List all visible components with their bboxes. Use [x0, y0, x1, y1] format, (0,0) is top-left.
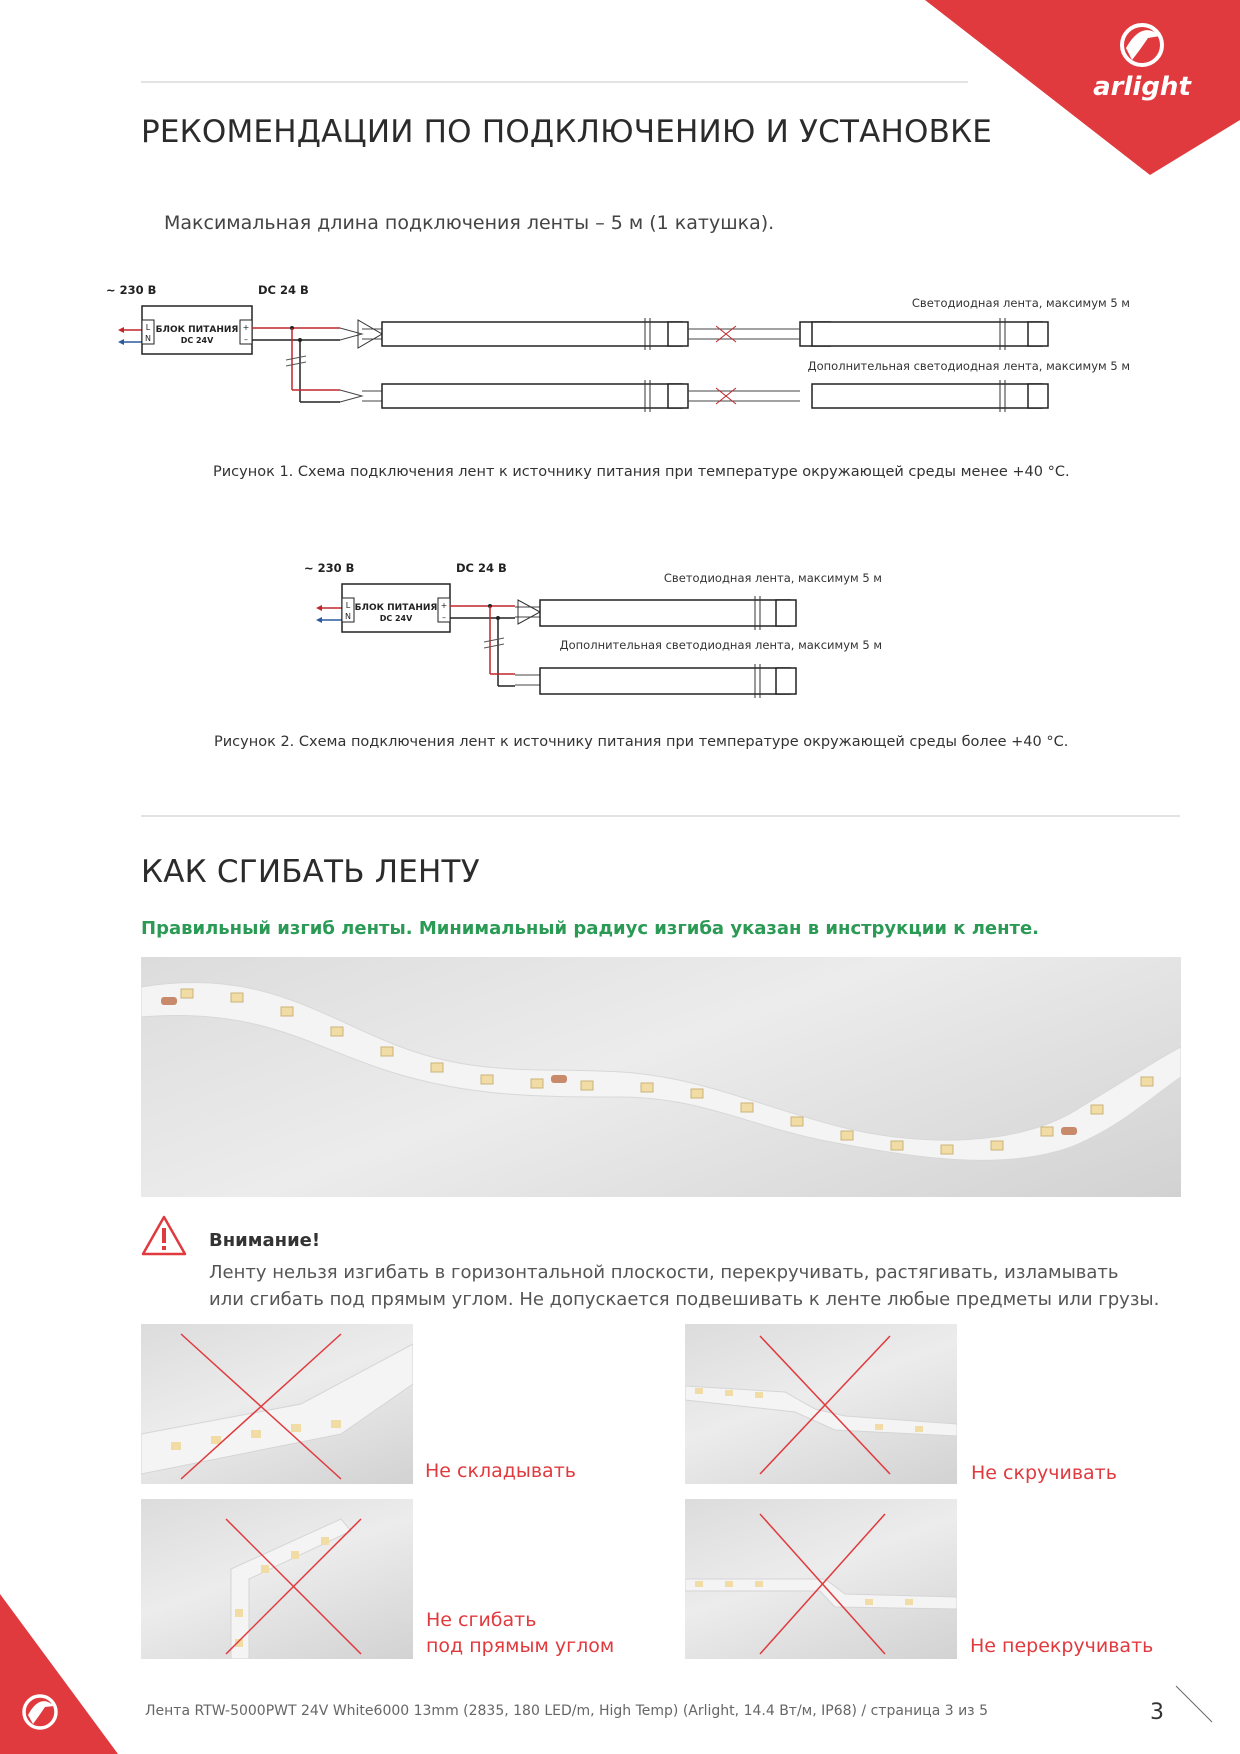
- section-rule: [141, 815, 1180, 817]
- correct-bend-note: Правильный изгиб ленты. Минимальный радиус изгиба указан в инструкции к ленте.: [141, 918, 1040, 939]
- strip-row-1: [340, 318, 1048, 350]
- page-corner-line: [1174, 1684, 1214, 1724]
- section-title-connection: РЕКОМЕНДАЦИИ ПО ПОДКЛЮЧЕНИЮ И УСТАНОВКЕ: [141, 114, 993, 150]
- warning-icon: [141, 1214, 187, 1256]
- psu-sub: DC 24V: [180, 336, 214, 345]
- dc-label: DC 24 В: [258, 283, 309, 297]
- wiring-diagram-2: [300, 560, 920, 710]
- footer-text: Лента RTW-5000PWT 24V White6000 13mm (2835, 180 LED/m, High Temp) (Arlight, 14.4 Вт/м, IP68) / страница 3 из 5: [145, 1703, 988, 1719]
- strip-row-1: [515, 596, 796, 630]
- figure-2-caption: Рисунок 2. Схема подключения лент к источнику питания при температуре окружающей среды более +40 °С.: [214, 734, 1069, 750]
- top-rule: [141, 81, 968, 83]
- psu-title: БЛОК ПИТАНИЯ: [354, 603, 438, 613]
- brand-wordmark: arlight: [1093, 72, 1191, 102]
- brand-corner-bottom: [0, 1594, 120, 1754]
- wiring-diagram-1: [100, 282, 1140, 432]
- pin-n: N: [145, 334, 151, 343]
- dc-label: DC 24 В: [456, 561, 507, 575]
- dont-bend-label-line-1: Не сгибать: [426, 1609, 537, 1631]
- warning-line-1: Ленту нельзя изгибать в горизонтальной плоскости, перекручивать, растягивать, изламывать: [209, 1262, 1119, 1283]
- dont-bend-label-line-2: под прямым углом: [426, 1635, 615, 1657]
- pin-l: L: [345, 601, 351, 610]
- pin-minus: –: [442, 613, 446, 622]
- ac-label: ~ 230 В: [304, 561, 355, 575]
- pin-plus: +: [440, 601, 448, 610]
- correct-bend-photo: [141, 957, 1181, 1197]
- dont-bend-photo: [141, 1499, 413, 1659]
- pin-plus: +: [242, 323, 250, 332]
- section-title-bending: КАК СГИБАТЬ ЛЕНТУ: [141, 854, 480, 890]
- dont-fold-label: Не складывать: [425, 1460, 576, 1482]
- page-number: 3: [1150, 1700, 1164, 1725]
- strip-row-2: [515, 664, 796, 698]
- dont-twist-label: Не скручивать: [971, 1462, 1117, 1484]
- dont-bend-label: [426, 1607, 614, 1659]
- max-length-note: Максимальная длина подключения ленты – 5 м (1 катушка).: [164, 212, 775, 234]
- strip-label-1: Светодиодная лента, максимум 5 м: [663, 571, 882, 585]
- strip-label-2: Дополнительная светодиодная лента, максимум 5 м: [807, 359, 1130, 373]
- strip-row-2: [340, 380, 1048, 412]
- dont-fold-photo: [141, 1324, 413, 1484]
- strip-label-2: Дополнительная светодиодная лента, максимум 5 м: [559, 638, 882, 652]
- brand-corner: [920, 0, 1240, 180]
- warning-line-2: или сгибать под прямым углом. Не допускается подвешивать к ленте любые предметы или грузы.: [209, 1289, 1160, 1310]
- dont-overtwist-label: Не перекручивать: [970, 1635, 1154, 1657]
- dont-overtwist-photo: [685, 1499, 957, 1659]
- warning-title: Внимание!: [209, 1230, 321, 1251]
- pin-l: L: [145, 323, 151, 332]
- ac-label: ~ 230 В: [106, 283, 157, 297]
- pin-n: N: [345, 612, 351, 621]
- psu-title: БЛОК ПИТАНИЯ: [155, 325, 239, 335]
- dont-twist-photo: [685, 1324, 957, 1484]
- strip-label-1: Светодиодная лента, максимум 5 м: [911, 296, 1130, 310]
- figure-1-caption: Рисунок 1. Схема подключения лент к источнику питания при температуре окружающей среды менее +40 °С.: [213, 464, 1070, 480]
- psu-sub: DC 24V: [379, 614, 413, 623]
- pin-minus: –: [244, 335, 248, 344]
